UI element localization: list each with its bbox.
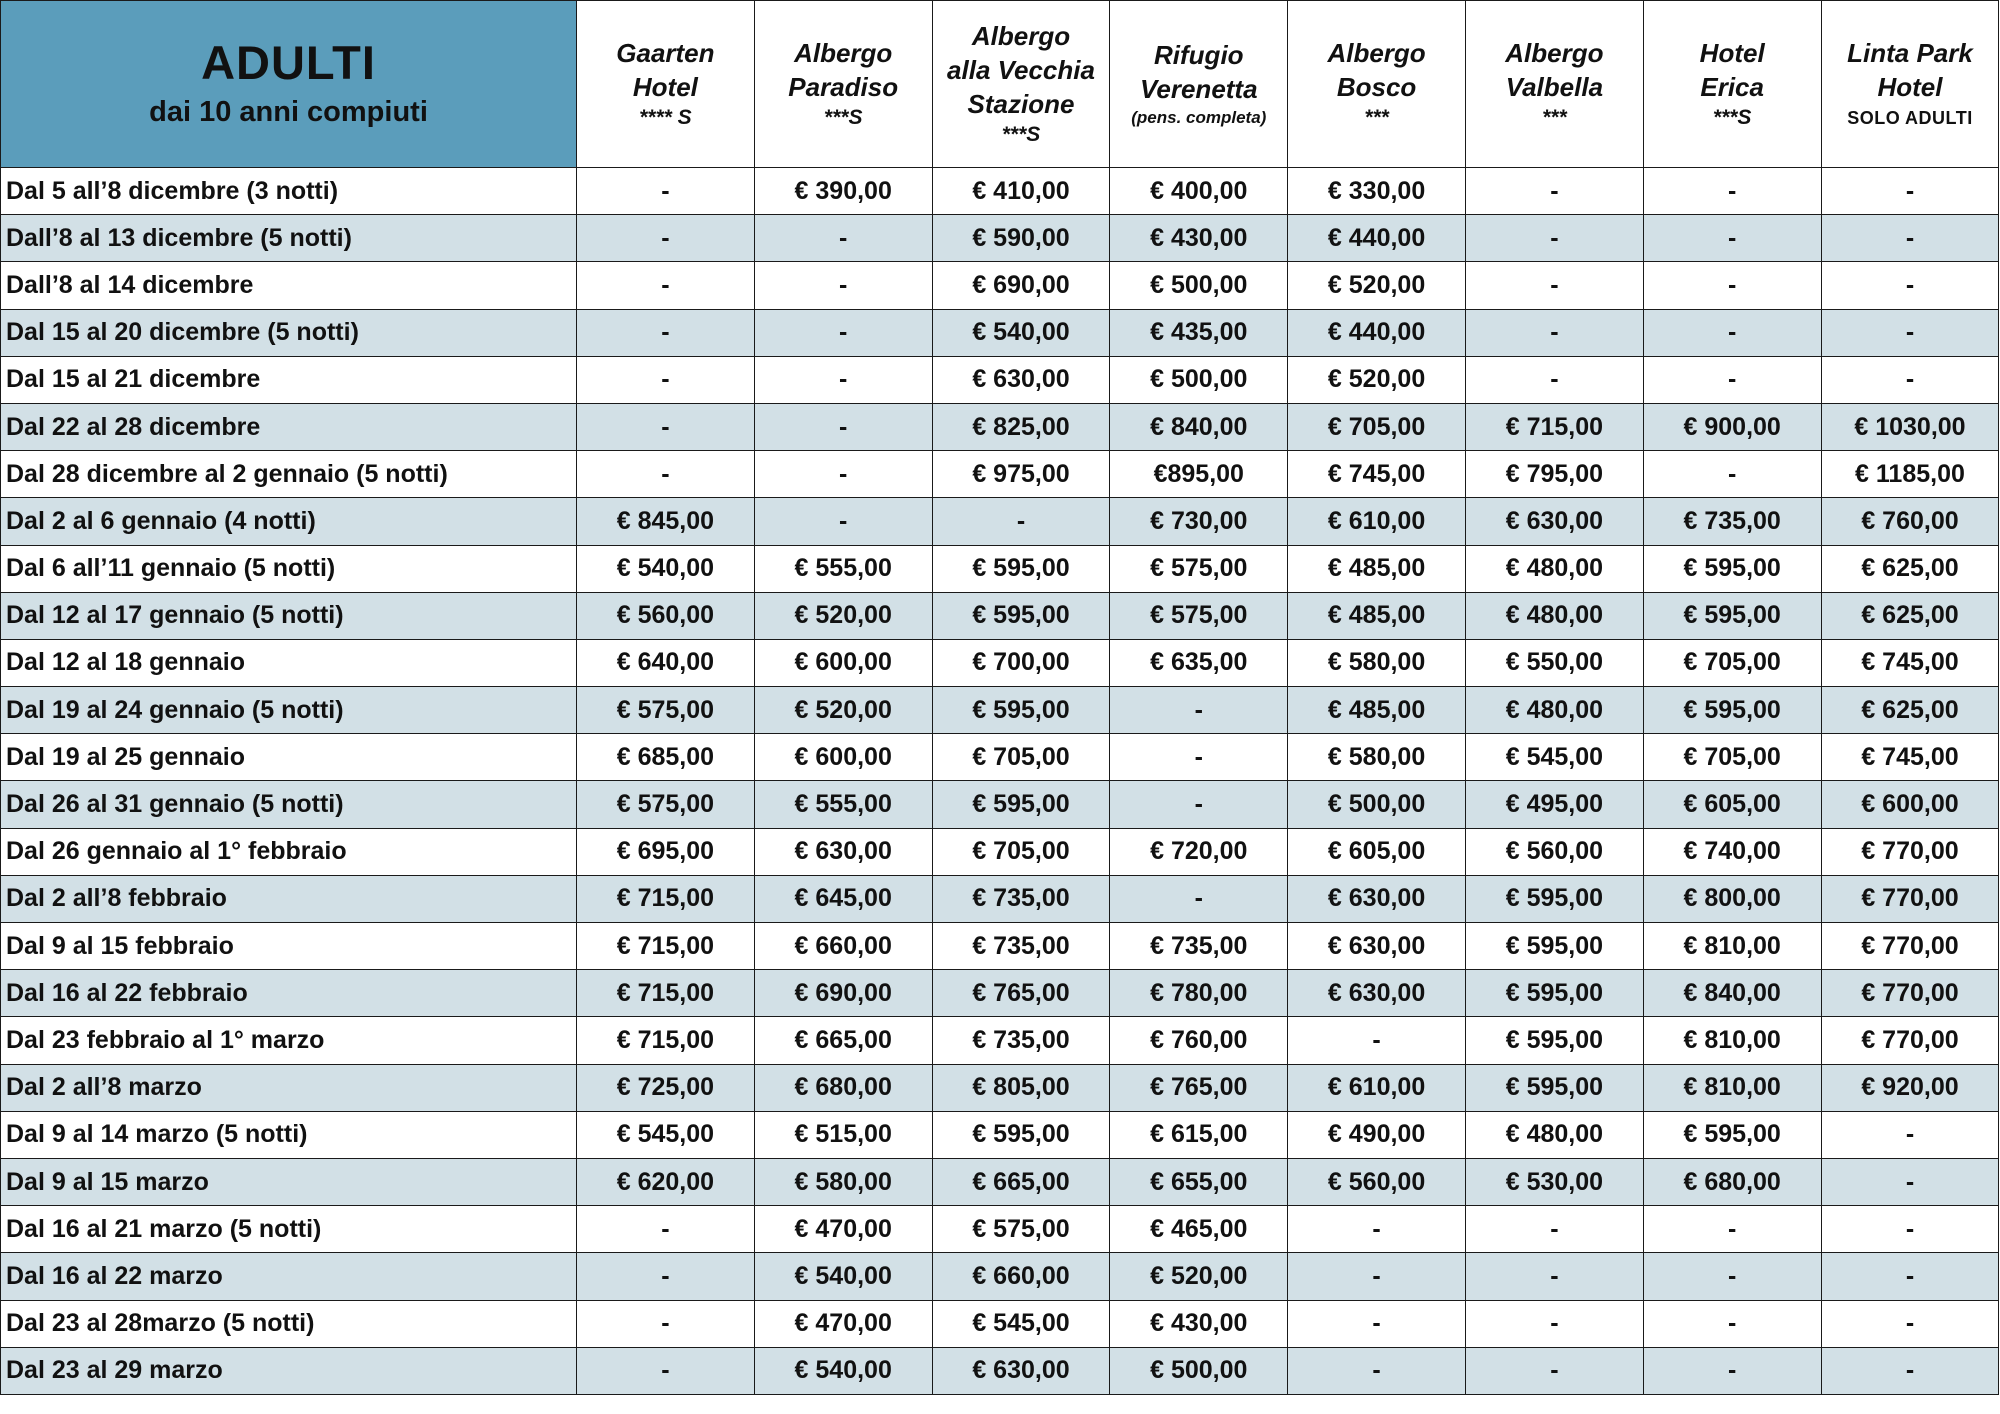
table-row [1, 1064, 1999, 1111]
price-cell: € 735,00 [1110, 923, 1288, 970]
hotel-name-line: Hotel [632, 72, 698, 102]
hotel-header-4 [1110, 1, 1288, 168]
price-cell: - [1465, 1253, 1643, 1300]
price-cell: € 730,00 [1110, 498, 1288, 545]
price-cell: - [1821, 262, 1999, 309]
table-row [1, 451, 1999, 498]
price-cell: € 705,00 [932, 734, 1110, 781]
price-cell: € 630,00 [1288, 875, 1466, 922]
table-subtitle: dai 10 anni compiuti [149, 96, 428, 128]
price-cell: € 480,00 [1465, 545, 1643, 592]
price-cell: € 435,00 [1110, 309, 1288, 356]
hotel-header-3 [932, 1, 1110, 168]
price-cell: - [1288, 1206, 1466, 1253]
price-cell: € 770,00 [1821, 875, 1999, 922]
price-cell: € 715,00 [1465, 403, 1643, 450]
table-row [1, 639, 1999, 686]
price-cell: € 595,00 [1465, 970, 1643, 1017]
price-cell: - [577, 262, 755, 309]
hotel-name-line: Erica [1700, 72, 1764, 102]
price-cell: € 595,00 [1465, 875, 1643, 922]
price-cell: - [1821, 1158, 1999, 1205]
table-row [1, 923, 1999, 970]
price-cell: € 520,00 [1288, 356, 1466, 403]
price-cell: - [577, 1347, 755, 1394]
price-cell: € 595,00 [1643, 687, 1821, 734]
price-cell: € 680,00 [754, 1064, 932, 1111]
table-row [1, 1300, 1999, 1347]
price-cell: € 400,00 [1110, 168, 1288, 215]
price-cell: - [1821, 1347, 1999, 1394]
table-row [1, 1347, 1999, 1394]
price-cell: - [754, 215, 932, 262]
hotel-name-line: Albergo [971, 21, 1071, 51]
hotel-name-line: Paradiso [788, 72, 899, 102]
hotel-name-line: Linta Park [1847, 38, 1973, 68]
header-row [1, 1, 1999, 168]
price-cell: € 630,00 [932, 1347, 1110, 1394]
price-cell: - [1643, 168, 1821, 215]
price-cell: € 610,00 [1288, 1064, 1466, 1111]
price-cell: - [1643, 1206, 1821, 1253]
price-cell: - [754, 451, 932, 498]
period-label: Dal 12 al 18 gennaio [1, 639, 577, 686]
period-label: Dal 23 febbraio al 1° marzo [1, 1017, 577, 1064]
price-cell: € 575,00 [577, 781, 755, 828]
price-cell: € 600,00 [754, 734, 932, 781]
period-label: Dal 9 al 14 marzo (5 notti) [1, 1111, 577, 1158]
price-cell: € 735,00 [1643, 498, 1821, 545]
price-cell: € 745,00 [1288, 451, 1466, 498]
price-cell: € 575,00 [1110, 592, 1288, 639]
price-cell: € 690,00 [754, 970, 932, 1017]
period-label: Dal 23 al 28marzo (5 notti) [1, 1300, 577, 1347]
period-label: Dal 16 al 22 marzo [1, 1253, 577, 1300]
table-row [1, 498, 1999, 545]
price-cell: € 630,00 [1288, 923, 1466, 970]
price-cell: € 770,00 [1821, 970, 1999, 1017]
price-cell: - [1288, 1017, 1466, 1064]
period-label: Dal 2 all’8 marzo [1, 1064, 577, 1111]
price-cell: - [1821, 168, 1999, 215]
table-row [1, 1017, 1999, 1064]
price-cell: - [1465, 1206, 1643, 1253]
period-label: Dal 16 al 22 febbraio [1, 970, 577, 1017]
price-cell: - [577, 356, 755, 403]
price-cell: € 540,00 [754, 1253, 932, 1300]
hotel-name-line: Valbella [1505, 72, 1604, 102]
hotel-name-line: Verenetta [1140, 74, 1258, 104]
hotel-header-7 [1643, 1, 1821, 168]
price-cell: € 760,00 [1110, 1017, 1288, 1064]
hotel-name-line: Albergo [1327, 38, 1426, 68]
price-cell: € 540,00 [754, 1347, 932, 1394]
price-cell: € 580,00 [754, 1158, 932, 1205]
table-row [1, 545, 1999, 592]
price-cell: € 520,00 [754, 592, 932, 639]
price-cell: € 705,00 [932, 828, 1110, 875]
price-cell: - [577, 1300, 755, 1347]
price-cell: € 485,00 [1288, 687, 1466, 734]
price-cell: € 655,00 [1110, 1158, 1288, 1205]
price-cell: € 900,00 [1643, 403, 1821, 450]
price-cell: € 600,00 [1821, 781, 1999, 828]
price-cell: - [1643, 1253, 1821, 1300]
hotel-name-line: Bosco [1336, 72, 1417, 102]
price-cell: € 765,00 [932, 970, 1110, 1017]
table-row [1, 828, 1999, 875]
price-cell: - [1821, 1206, 1999, 1253]
price-cell: - [1821, 356, 1999, 403]
price-cell: € 410,00 [932, 168, 1110, 215]
period-label: Dal 16 al 21 marzo (5 notti) [1, 1206, 577, 1253]
table-row [1, 1206, 1999, 1253]
price-cell: € 845,00 [577, 498, 755, 545]
price-cell: - [577, 215, 755, 262]
period-label: Dal 2 all’8 febbraio [1, 875, 577, 922]
price-cell: € 770,00 [1821, 1017, 1999, 1064]
price-cell: - [1465, 262, 1643, 309]
price-cell: € 705,00 [1643, 734, 1821, 781]
price-cell: € 595,00 [1643, 592, 1821, 639]
price-cell: € 680,00 [1643, 1158, 1821, 1205]
period-label: Dal 12 al 17 gennaio (5 notti) [1, 592, 577, 639]
table-row [1, 1111, 1999, 1158]
hotel-header-2 [754, 1, 932, 168]
price-cell: € 840,00 [1643, 970, 1821, 1017]
price-cell: - [1288, 1253, 1466, 1300]
price-cell: € 725,00 [577, 1064, 755, 1111]
price-cell: € 735,00 [932, 923, 1110, 970]
table-row [1, 168, 1999, 215]
period-label: Dal 9 al 15 febbraio [1, 923, 577, 970]
price-cell: € 545,00 [1465, 734, 1643, 781]
price-cell: - [1110, 734, 1288, 781]
price-cell: - [754, 356, 932, 403]
price-cell: € 920,00 [1821, 1064, 1999, 1111]
price-cell: € 540,00 [932, 309, 1110, 356]
price-cell: - [754, 262, 932, 309]
price-cell: € 665,00 [932, 1158, 1110, 1205]
price-cell: € 630,00 [1465, 498, 1643, 545]
table-row [1, 734, 1999, 781]
hotel-header-8 [1821, 1, 1999, 168]
period-label: Dal 15 al 20 dicembre (5 notti) [1, 309, 577, 356]
price-cell: - [1821, 1253, 1999, 1300]
period-label: Dal 9 al 15 marzo [1, 1158, 577, 1205]
price-cell: € 660,00 [932, 1253, 1110, 1300]
price-cell: € 440,00 [1288, 309, 1466, 356]
price-cell: - [932, 498, 1110, 545]
price-cell: - [1643, 262, 1821, 309]
table-row [1, 403, 1999, 450]
price-cell: € 515,00 [754, 1111, 932, 1158]
hotel-category: ***S [823, 106, 863, 129]
price-cell: - [1643, 309, 1821, 356]
price-cell: € 520,00 [754, 687, 932, 734]
price-cell: € 700,00 [932, 639, 1110, 686]
price-cell: € 545,00 [577, 1111, 755, 1158]
price-cell: € 595,00 [932, 545, 1110, 592]
price-cell: € 480,00 [1465, 592, 1643, 639]
price-cell: - [1465, 168, 1643, 215]
price-cell: - [1821, 1111, 1999, 1158]
hotel-name-line: Gaarten [616, 38, 715, 68]
hotel-name-line: Stazione [967, 89, 1075, 119]
hotel-name-line: Hotel [1877, 72, 1943, 102]
hotel-name-line: Rifugio [1154, 40, 1244, 70]
price-cell: € 540,00 [577, 545, 755, 592]
price-cell: € 530,00 [1465, 1158, 1643, 1205]
price-cell: - [1465, 1347, 1643, 1394]
price-cell: € 620,00 [577, 1158, 755, 1205]
price-cell: € 685,00 [577, 734, 755, 781]
price-cell: € 800,00 [1643, 875, 1821, 922]
price-cell: € 810,00 [1643, 923, 1821, 970]
price-cell: € 590,00 [932, 215, 1110, 262]
price-cell: € 485,00 [1288, 545, 1466, 592]
price-cell: € 500,00 [1110, 262, 1288, 309]
price-cell: € 760,00 [1821, 498, 1999, 545]
table-row [1, 687, 1999, 734]
price-cell: € 625,00 [1821, 687, 1999, 734]
price-cell: € 580,00 [1288, 639, 1466, 686]
hotel-header-5 [1288, 1, 1466, 168]
price-cell: - [1643, 215, 1821, 262]
price-cell: € 575,00 [577, 687, 755, 734]
hotel-category: *** [1364, 106, 1389, 129]
table-row [1, 1253, 1999, 1300]
hotel-category: ***S [1712, 106, 1752, 129]
price-cell: - [1643, 1300, 1821, 1347]
price-cell: € 605,00 [1643, 781, 1821, 828]
price-cell: € 595,00 [1465, 1064, 1643, 1111]
price-cell: €895,00 [1110, 451, 1288, 498]
price-cell: € 595,00 [1465, 923, 1643, 970]
price-cell: - [1643, 356, 1821, 403]
price-cell: € 485,00 [1288, 592, 1466, 639]
price-cell: € 810,00 [1643, 1064, 1821, 1111]
price-cell: - [577, 168, 755, 215]
price-cell: € 555,00 [754, 781, 932, 828]
price-cell: € 605,00 [1288, 828, 1466, 875]
period-label: Dal 15 al 21 dicembre [1, 356, 577, 403]
price-cell: € 580,00 [1288, 734, 1466, 781]
hotel-category: *** [1542, 106, 1567, 129]
table-row [1, 262, 1999, 309]
price-cell: - [1821, 215, 1999, 262]
price-cell: - [1288, 1347, 1466, 1394]
price-cell: € 595,00 [1643, 1111, 1821, 1158]
price-cell: € 560,00 [577, 592, 755, 639]
price-cell: - [1110, 687, 1288, 734]
price-cell: € 690,00 [932, 262, 1110, 309]
price-cell: € 330,00 [1288, 168, 1466, 215]
price-cell: - [577, 403, 755, 450]
price-cell: € 600,00 [754, 639, 932, 686]
price-cell: € 770,00 [1821, 923, 1999, 970]
price-cell: - [1465, 309, 1643, 356]
price-cell: - [1110, 875, 1288, 922]
period-label: Dall’8 al 14 dicembre [1, 262, 577, 309]
period-label: Dall’8 al 13 dicembre (5 notti) [1, 215, 577, 262]
price-cell: € 440,00 [1288, 215, 1466, 262]
hotel-name-line: Albergo [1505, 38, 1604, 68]
period-label: Dal 26 al 31 gennaio (5 notti) [1, 781, 577, 828]
price-cell: € 430,00 [1110, 1300, 1288, 1347]
price-cell: € 745,00 [1821, 639, 1999, 686]
price-cell: € 715,00 [577, 923, 755, 970]
price-cell: € 595,00 [932, 687, 1110, 734]
period-label: Dal 26 gennaio al 1° febbraio [1, 828, 577, 875]
hotel-header-6 [1465, 1, 1643, 168]
price-cell: € 740,00 [1643, 828, 1821, 875]
period-label: Dal 6 all’11 gennaio (5 notti) [1, 545, 577, 592]
price-cell: € 825,00 [932, 403, 1110, 450]
price-cell: € 635,00 [1110, 639, 1288, 686]
table-row [1, 356, 1999, 403]
hotel-header-1 [577, 1, 755, 168]
table-title: ADULTI [201, 36, 376, 89]
period-label: Dal 2 al 6 gennaio (4 notti) [1, 498, 577, 545]
price-cell: - [754, 403, 932, 450]
price-cell: € 545,00 [932, 1300, 1110, 1347]
price-cell: € 715,00 [577, 875, 755, 922]
price-cell: € 695,00 [577, 828, 755, 875]
price-cell: € 630,00 [932, 356, 1110, 403]
price-cell: € 765,00 [1110, 1064, 1288, 1111]
price-cell: € 640,00 [577, 639, 755, 686]
period-label: Dal 23 al 29 marzo [1, 1347, 577, 1394]
price-cell: € 560,00 [1465, 828, 1643, 875]
price-cell: € 625,00 [1821, 545, 1999, 592]
price-cell: € 625,00 [1821, 592, 1999, 639]
price-cell: € 520,00 [1288, 262, 1466, 309]
price-cell: - [1110, 781, 1288, 828]
price-cell: € 630,00 [754, 828, 932, 875]
price-cell: € 1185,00 [1821, 451, 1999, 498]
price-cell: € 520,00 [1110, 1253, 1288, 1300]
period-label: Dal 28 dicembre al 2 gennaio (5 notti) [1, 451, 577, 498]
table-row [1, 970, 1999, 1017]
price-cell: € 470,00 [754, 1206, 932, 1253]
price-cell: € 805,00 [932, 1064, 1110, 1111]
price-cell: - [1643, 451, 1821, 498]
price-cell: € 495,00 [1465, 781, 1643, 828]
price-cell: € 595,00 [932, 592, 1110, 639]
price-cell: € 735,00 [932, 875, 1110, 922]
table-header [1, 1, 1999, 168]
price-cell: € 795,00 [1465, 451, 1643, 498]
price-cell: - [577, 309, 755, 356]
price-cell: - [1288, 1300, 1466, 1347]
price-cell: € 500,00 [1110, 1347, 1288, 1394]
price-cell: - [577, 1253, 755, 1300]
price-cell: € 660,00 [754, 923, 932, 970]
table-row [1, 875, 1999, 922]
price-cell: € 770,00 [1821, 828, 1999, 875]
price-cell: € 560,00 [1288, 1158, 1466, 1205]
hotel-name-line: Albergo [794, 38, 893, 68]
table-row [1, 781, 1999, 828]
price-cell: € 390,00 [754, 168, 932, 215]
table-row [1, 592, 1999, 639]
period-label: Dal 22 al 28 dicembre [1, 403, 577, 450]
price-cell: - [1643, 1347, 1821, 1394]
price-cell: € 500,00 [1110, 356, 1288, 403]
price-cell: € 780,00 [1110, 970, 1288, 1017]
hotel-category: SOLO ADULTI [1847, 108, 1973, 128]
price-cell: - [1465, 356, 1643, 403]
price-cell: € 645,00 [754, 875, 932, 922]
price-cell: € 610,00 [1288, 498, 1466, 545]
price-cell: - [577, 451, 755, 498]
price-cell: € 595,00 [932, 1111, 1110, 1158]
price-cell: € 630,00 [1288, 970, 1466, 1017]
table-row [1, 215, 1999, 262]
price-cell: - [1821, 1300, 1999, 1347]
price-cell: - [1821, 309, 1999, 356]
price-cell: € 430,00 [1110, 215, 1288, 262]
price-cell: - [1465, 1300, 1643, 1347]
price-cell: € 705,00 [1643, 639, 1821, 686]
price-cell: € 615,00 [1110, 1111, 1288, 1158]
price-cell: € 705,00 [1288, 403, 1466, 450]
price-cell: € 715,00 [577, 970, 755, 1017]
price-cell: € 465,00 [1110, 1206, 1288, 1253]
price-cell: € 575,00 [1110, 545, 1288, 592]
price-cell: € 550,00 [1465, 639, 1643, 686]
price-cell: € 480,00 [1465, 687, 1643, 734]
price-cell: € 490,00 [1288, 1111, 1466, 1158]
price-cell: € 595,00 [932, 781, 1110, 828]
price-cell: - [1465, 215, 1643, 262]
hotel-category: **** S [639, 106, 692, 129]
period-label: Dal 19 al 25 gennaio [1, 734, 577, 781]
price-cell: € 1030,00 [1821, 403, 1999, 450]
price-cell: € 735,00 [932, 1017, 1110, 1064]
price-cell: € 720,00 [1110, 828, 1288, 875]
table-row [1, 1158, 1999, 1205]
price-cell: € 595,00 [1643, 545, 1821, 592]
price-cell: € 555,00 [754, 545, 932, 592]
table-row [1, 309, 1999, 356]
table-body [1, 168, 1999, 1395]
price-cell: € 575,00 [932, 1206, 1110, 1253]
price-cell: - [577, 1206, 755, 1253]
price-cell: € 665,00 [754, 1017, 932, 1064]
hotel-category: (pens. completa) [1131, 108, 1267, 127]
period-label: Dal 5 all’8 dicembre (3 notti) [1, 168, 577, 215]
price-cell: € 470,00 [754, 1300, 932, 1347]
price-cell: - [754, 498, 932, 545]
price-cell: € 715,00 [577, 1017, 755, 1064]
price-cell: € 480,00 [1465, 1111, 1643, 1158]
price-cell: - [754, 309, 932, 356]
hotel-name-line: Hotel [1699, 38, 1765, 68]
price-cell: € 810,00 [1643, 1017, 1821, 1064]
price-cell: € 840,00 [1110, 403, 1288, 450]
price-cell: € 595,00 [1465, 1017, 1643, 1064]
period-label: Dal 19 al 24 gennaio (5 notti) [1, 687, 577, 734]
price-cell: € 745,00 [1821, 734, 1999, 781]
price-cell: € 500,00 [1288, 781, 1466, 828]
price-cell: € 975,00 [932, 451, 1110, 498]
hotel-name-line: alla Vecchia [947, 55, 1095, 85]
header-corner-cell [1, 1, 577, 168]
hotel-category: ***S [1001, 123, 1041, 146]
